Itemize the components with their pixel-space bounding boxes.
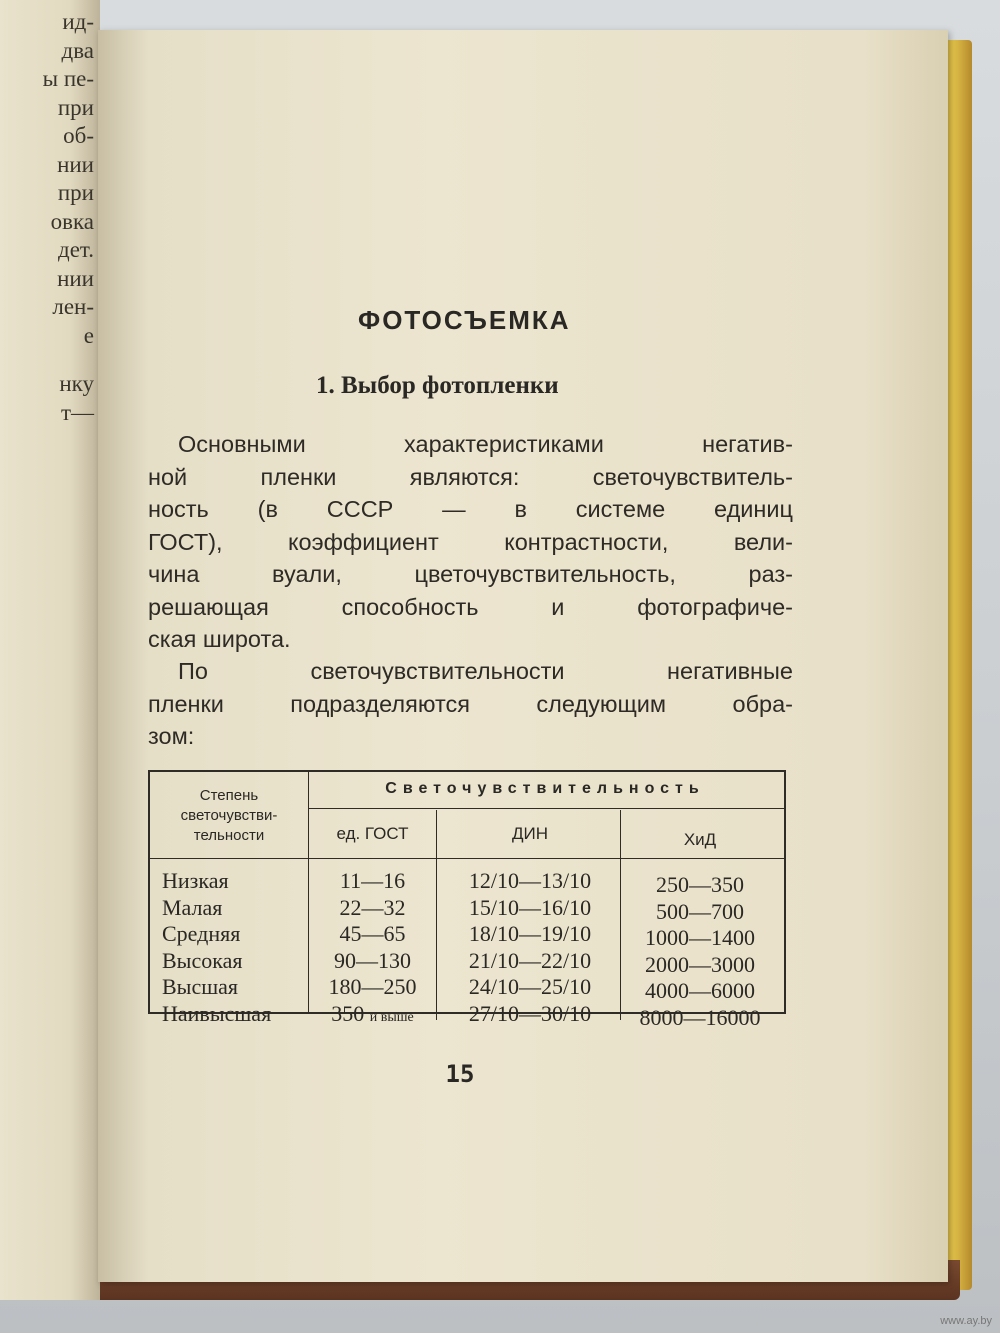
left-line: нии: [57, 265, 94, 291]
din-column: [440, 868, 620, 1027]
left-line: при: [57, 180, 94, 205]
table-cell: 18/10—19/10: [468, 921, 592, 946]
header-line: тельности: [193, 827, 265, 844]
degree-header: [150, 786, 308, 846]
hd-header: ХиД: [683, 830, 717, 849]
table-cell: [310, 1001, 435, 1032]
hd-column: [620, 872, 780, 1031]
header-line: Степень: [199, 787, 259, 804]
watermark: www.ay.by: [940, 1315, 992, 1327]
table-cell: 45—65: [339, 921, 406, 946]
header-line: светочувстви-: [180, 807, 278, 824]
table-cell: Высокая: [162, 947, 243, 973]
table-cell: 24/10—25/10: [468, 974, 592, 999]
text-line: ская широта.: [148, 626, 291, 652]
table-divider: [436, 810, 437, 1020]
left-line: ид-: [62, 9, 94, 34]
table-cell: 11—16: [339, 868, 406, 893]
left-line: лен-: [52, 294, 94, 319]
table-cell: 500—700: [656, 898, 744, 924]
gost-header: ед. ГОСТ: [336, 824, 409, 843]
left-line: нку: [59, 371, 94, 396]
left-line: е: [83, 322, 94, 348]
din-header: ДИН: [511, 824, 548, 843]
table-cell: 27/10—30/10: [468, 1000, 592, 1026]
table-cell: 15/10—16/10: [468, 894, 592, 920]
table-divider: [308, 808, 784, 809]
left-page-text: [43, 8, 94, 427]
table-cell: Низкая: [162, 868, 229, 893]
text-line: пленки подразделяются следующим обра-: [148, 690, 793, 717]
text-line: ной пленки являются: светочувствитель-: [148, 463, 793, 490]
degree-column: [162, 868, 307, 1027]
text-line: чина вуали, цветочувствительность, раз-: [148, 561, 793, 587]
table-divider: [150, 858, 784, 859]
table-cell: 2000—3000: [645, 951, 755, 977]
paragraph-2: [148, 655, 793, 753]
left-line: нии: [57, 151, 94, 177]
table-cell: 180—250: [328, 974, 417, 999]
left-line: при: [57, 94, 94, 120]
table-cell: Малая: [162, 894, 223, 920]
table-cell: 8000—16000: [639, 1004, 761, 1030]
table-cell: Средняя: [162, 921, 241, 946]
table-cell: 22—32: [339, 894, 406, 920]
text-line: зом:: [148, 723, 195, 749]
table-cell: Высшая: [162, 974, 239, 999]
table-cell: 12/10—13/10: [468, 868, 592, 893]
sensitivity-header: Светочувствительность: [385, 780, 705, 797]
table-cell: 21/10—22/10: [468, 947, 592, 973]
left-line: об-: [63, 123, 94, 148]
text-line: ГОСТ), коэффициент контрастности, вели-: [148, 528, 793, 555]
subsection-title: 1. Выбор фотопленки: [316, 372, 559, 399]
table-cell: 250—350: [656, 872, 744, 897]
left-line: дет.: [58, 237, 94, 262]
cell-value: 350: [331, 1000, 365, 1026]
table-cell: 90—130: [334, 947, 411, 973]
left-line: ы пе-: [42, 66, 94, 91]
text-line: решающая способность и фотографиче-: [148, 593, 793, 620]
page-number: 15: [445, 1060, 475, 1088]
table-cell: Наивысшая: [162, 1000, 272, 1026]
paragraph-1: [148, 428, 793, 656]
sensitivity-table: [148, 770, 786, 1030]
text-line: По светочувствительности негативные: [178, 658, 793, 684]
table-cell: 1000—1400: [645, 925, 755, 950]
left-line: два: [61, 37, 94, 63]
text-line: Основными характеристиками негатив-: [178, 431, 793, 457]
cell-suffix: и выше: [369, 1009, 414, 1025]
gost-column: [310, 868, 435, 1031]
table-cell: 4000—6000: [645, 978, 755, 1003]
text-line: ность (в СССР — в системе единиц: [148, 496, 793, 522]
left-line: т—: [60, 399, 94, 425]
section-title: ФОТОСЪЕМКА: [358, 305, 571, 335]
left-line: овка: [50, 208, 94, 234]
left-page: [0, 0, 100, 1300]
